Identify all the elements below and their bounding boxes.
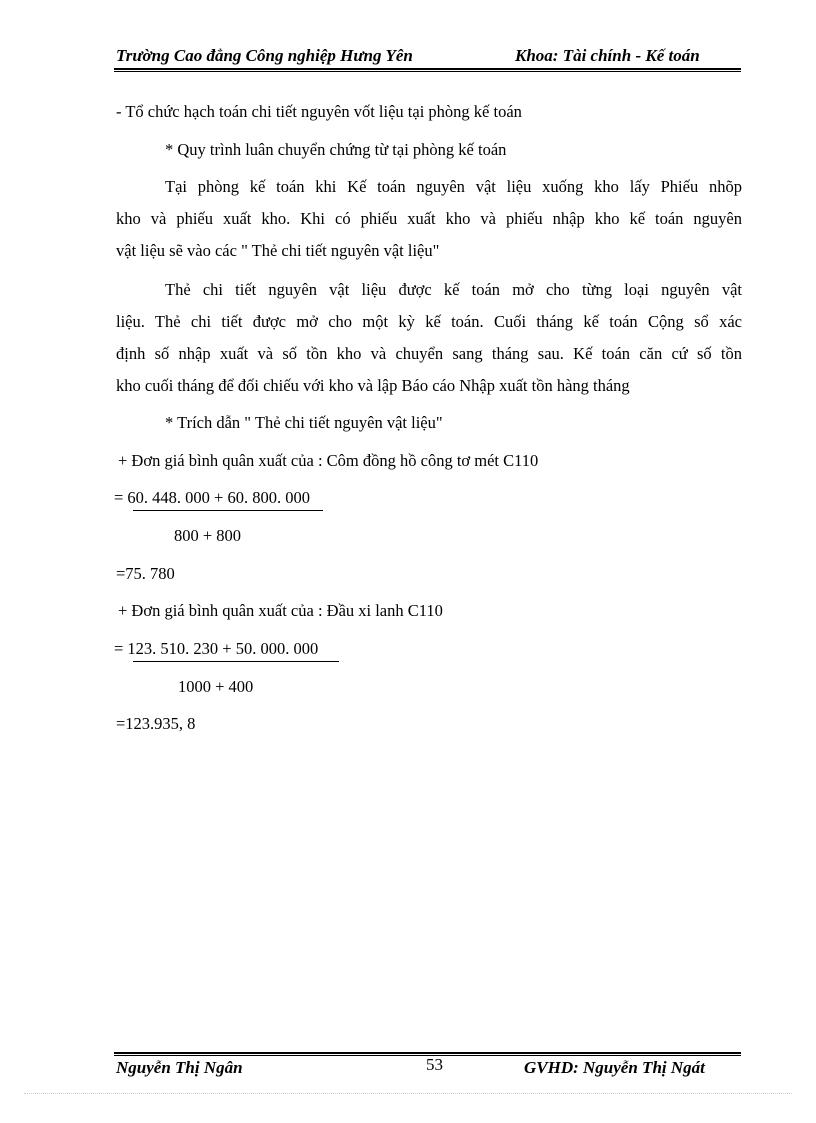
calc-2-numerator: = 123. 510. 230 + 50. 000. 000	[114, 639, 319, 658]
paragraph-2-line-1: Thẻ chi tiết nguyên vật liệu được kế toán mở cho từng loại nguyên vật	[165, 280, 742, 299]
calc-2-label: + Đơn giá bình quân xuất của : Đầu xi lanh C110	[118, 601, 443, 620]
section-heading: - Tổ chức hạch toán chi tiết nguyên vốt liệu tại phòng kế toán	[116, 102, 522, 121]
paragraph-2-line-2: liệu. Thẻ chi tiết được mở cho một kỳ kế toán. Cuối tháng kế toán Cộng sổ xác	[116, 312, 742, 331]
calc-1-denominator: 800 + 800	[174, 526, 242, 545]
calc-1-fraction-bar	[133, 510, 323, 511]
calc-1-numerator: = 60. 448. 000 + 60. 800. 000	[114, 488, 310, 507]
calc-2-denominator: 1000 + 400	[178, 677, 254, 696]
footer-supervisor: GVHD: Nguyễn Thị Ngát	[524, 1058, 705, 1077]
calc-2-fraction-bar	[133, 661, 339, 662]
header-faculty: Khoa: Tài chính - Kế toán	[515, 46, 700, 65]
paragraph-2-line-3: định số nhập xuất và số tồn kho và chuyển sang tháng sau. Kế toán căn cứ số tồn	[116, 344, 742, 363]
header-school: Trường Cao đẳng Công nghiệp Hưng Yên	[116, 46, 413, 65]
calc-1-result: =75. 780	[116, 564, 175, 583]
footer-rule-thick	[114, 1052, 741, 1054]
header-rule-thin	[114, 71, 741, 72]
page-bottom-dotted-border	[24, 1093, 792, 1094]
paragraph-1-line-1: Tại phòng kế toán khi Kế toán nguyên vật liệu xuống kho lấy Phiếu nhõp	[165, 177, 742, 196]
footer-author: Nguyễn Thị Ngân	[116, 1058, 243, 1077]
excerpt-heading: * Trích dẫn " Thẻ chi tiết nguyên vật liệu"	[165, 413, 443, 432]
calc-2-result: =123.935, 8	[116, 714, 196, 733]
header-rule-thick	[114, 68, 741, 70]
subsection-heading: * Quy trình luân chuyển chứng từ tại phòng kế toán	[165, 140, 507, 159]
paragraph-1-line-3: vật liệu sẽ vào các " Thẻ chi tiết nguyên vật liệu"	[116, 241, 440, 260]
page-number: 53	[426, 1055, 443, 1074]
paragraph-2-line-4: kho cuối tháng để đối chiếu với kho và lập Báo cáo Nhập xuất tồn hàng tháng	[116, 376, 630, 395]
calc-1-label: + Đơn giá bình quân xuất của : Côm đồng hồ công tơ mét C110	[118, 451, 539, 470]
paragraph-1-line-2: kho và phiếu xuất kho. Khi có phiếu xuất kho và phiếu nhập kho kế toán nguyên	[116, 209, 742, 228]
